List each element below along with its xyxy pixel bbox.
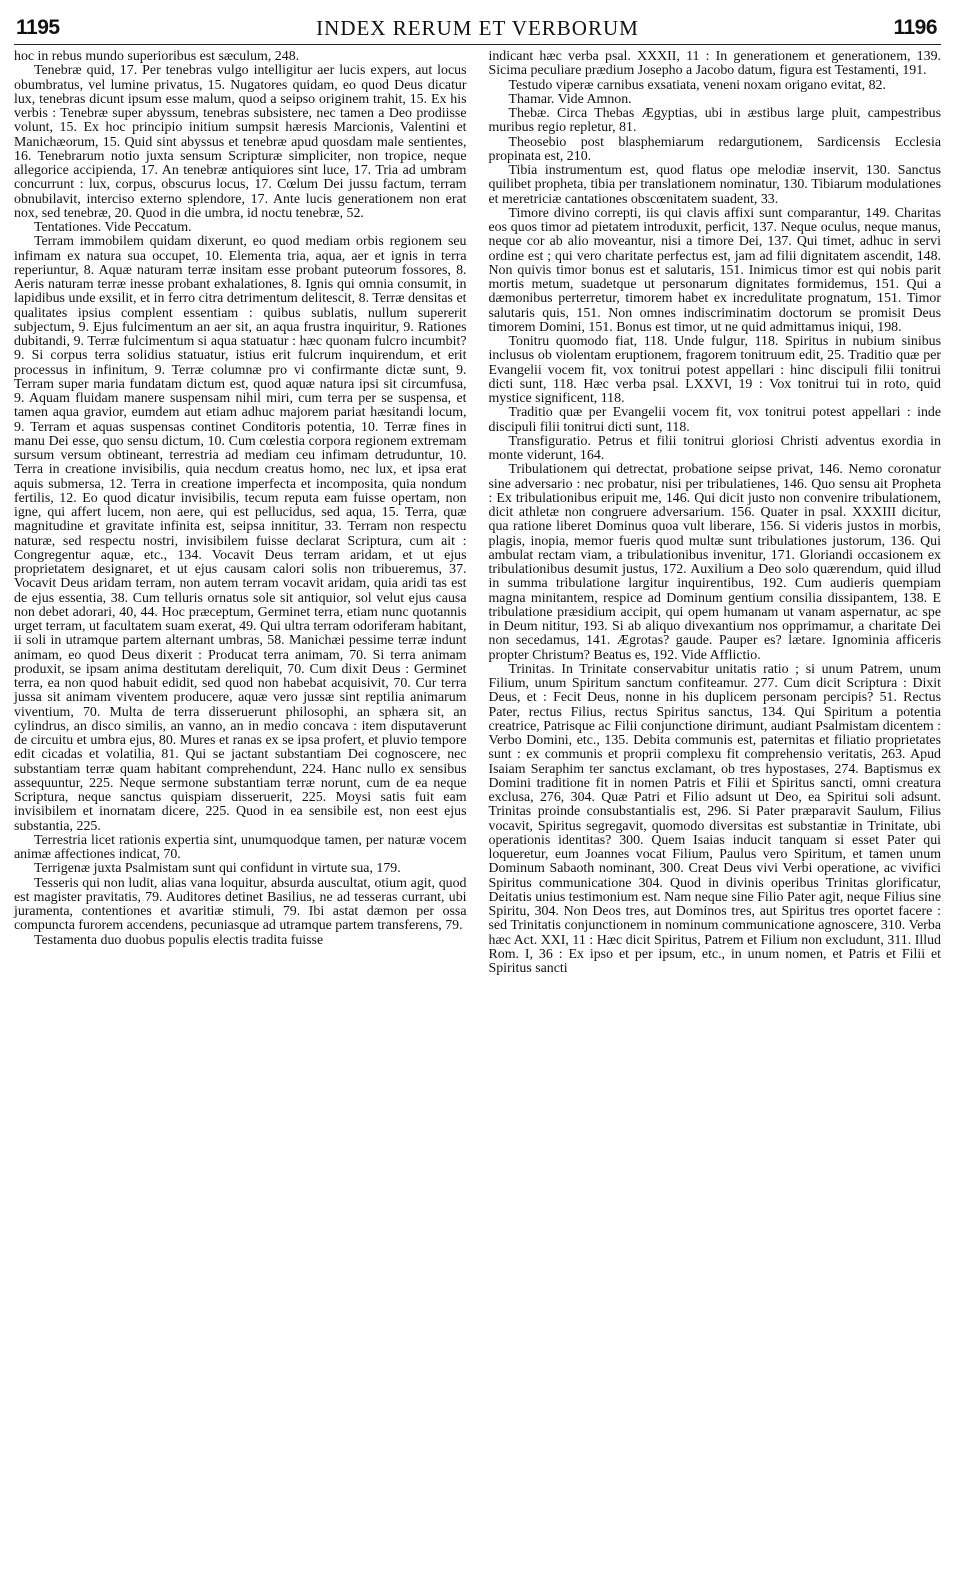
index-entry: Thamar. Vide Amnon.: [508, 91, 632, 107]
index-entry: Terrigenæ juxta Psalmistam sunt qui confidunt in virtute sua, 179.: [34, 861, 401, 877]
index-entry: hoc in rebus mundo superioribus est sæculum, 248.: [14, 49, 300, 64]
page-number-left: 1195: [16, 16, 60, 39]
index-entry: Tonitru quomodo fiat, 118. Unde fulgur, 118. Spiritus in nubium sinibus inclusus ob violentam eruptionem, fragorem tonitruum edit, 25. Traditio quæ per Evangelii vocem fit, vox tonitrui potest appellari : hinc discipuli filii tonitrui dicti sunt, 118. Hæc verba psal. LXXVI, 19 : Vox tonitrui tui in roto, quid mystice significent, 118.: [488, 334, 941, 406]
index-entry: Tribulationem qui detrectat, probatione seipse privat, 146. Nemo coronatur sine adversario : nec probatur, nisi per tribulatienes, 146. Quo sensu ait Propheta : Ex tribulationibus eripuit me, 146. Qui dicit justo non convenire tribulationem, dicit athletæ non congruere adversarium. 156. Quater in psal. XXXIII dicitur, qua ratione liberet Dominus quoa vult liberare, 156. Si videris justos in morbis, plagis, inopia, memor fueris quod multæ sunt tribulationes justorum, 136. Qui ambulat rectam viam, a tribulationibus invenitur, 171. Gloriandi occasionem ex tribulationibus desumit justus, 172. Auxilium a Deo solo quærendum, quid illud in summa tribulatione largitur inquirentibus, 192. Cum audieris quempiam magna minitantem, respice ad Dominum gentium consilia dissipantem, 138. E tribulatione præsidium accipit, qui opem humanam ut vanam aspernatur, ac spe in Deum nititur, 193. Si ab aliquo divexantium nos opprimamur, a charitate Dei non secedamus, 141. Ægrotas? gaude. Pauper es? lætare. Ignominia afficeris propter Christum? Beatus es, 192. Vide Afflictio.: [488, 462, 941, 663]
left-column: [14, 50, 467, 976]
page-number-right: 1196: [893, 16, 937, 39]
index-entry: Terrestria licet rationis expertia sint, unumquodque tamen, per naturæ vocem animæ affectiones indicat, 70.: [14, 832, 467, 862]
right-column: [489, 50, 942, 976]
index-entry: Theosebio post blasphemiarum redargutionem, Sardicensis Ecclesia propinata est, 210.: [488, 134, 941, 164]
index-entry: Terram immobilem quidam dixerunt, eo quod mediam orbis regionem seu infimam ex natura sua occupet, 10. Elementa tria, aqua, aer et ignis in terra reperiuntur, 8. Aquæ naturam terræ insitam esse probant puteorum fossores, 8. Aeris naturam terræ inesse probant exhalationes, 8. Ignis qui omnia consumit, in lapidibus unde exsilit, et in ferro citra detrimentum delitescit, 8. Terræ densitas et qualitates ipsius complent essentiam : quibus sublatis, nullum supererit subjectum, 9. Ejus fulcimentum an aer sit, an aqua frustra inquiritur, 9. Rationes dubitandi, 9. Terræ fulcimentum si aqua statuatur : hæc quonam fulcro incumbit? 9. Si corpus terra solidius statuatur, istius erit fulcrum inquirendum, et erit processus in infinitum, 9. Terræ columnæ pro vi confirmante dictæ sunt, 9. Terram super maria fundatam dictum est, quod aquæ natura ipsi sit circumfusa, 9. Aquam fluidam manere suspensam nihil miri, cum terra per se suspensa, et tamen aqua gravior, eumdem aut etiam adhuc majorem pariat hæsitandi locum, 9. Terram et aquas suspensas continet Conditoris potentia, 10. Terræ fines in manu Dei esse, quo sensu dictum, 10. Cum cœlestia corpora regionem extremam sursum versum obtineant, terrestria ad mediam ceu infimam detruduntur, 10. Terra in creatione invisibilis, quia necdum creatus homo, nec lux, et ipsa erat aquis submersa, 12. Terra in creatione imperfecta et incomposita, quia nondum fertilis, 12. Eo quod dicatur invisibilis, tecum reputa eam fuisse opertam, non igne, qui affert lucem, non aere, qui est pellucidus, sed aqua, 15. Terra, quæ magnitudine et gravitate infinita est, seipsa innititur, 33. Terram non respectu naturæ, sed respectu nostri, invisibilem fuisse declarat Scriptura, cum ait : Congregentur aquæ, etc., 134. Vocavit Deus terram aridam, et ut ejus proprietatem designaret, et ut ejus causam calori solis non tribueremus, 37. Vocavit Deus aridam terram, non autem terram vocavit aridam, quia aridi tas est de ejus essentia, 38. Cum telluris ornatus sole sit antiquior, sol velut ejus causa non debet adorari, 40, 44. Hoc præceptum, Germinet terra, etiam nunc quotannis urget terram, ut facultatem suam exerat, 49. Qui ultra terram odoriferam habitant, ii soli in utramque partem alternant umbras, 58. Manichæi pessime terræ indunt animam, eo quod Deus dixerit : Producat terra animam, 70. Si terra animam produxit, se ipsam anima destitutam dereliquit, 70. Cum dixit Deus : Germinet terra, ea non quod habuit edidit, sed quod non habebat acquisivit, 70. Cur terra jussa sit animam viventem producere, aquæ vero jussæ sint reptilia animarum viventium, 70. Multa de terra disseruerunt philosophi, an sphæra sit, an cylindrus, an disco similis, an vanno, an in medio concava : item disputaverunt de circuitu et umbra ejus, 80. Mures et ranas ex se ipsa profert, et pluvio tempore edit cicadas et volatilia, 81. Qui se jactant substantiam Dei cognoscere, nec substantiam terræ quam habitant comprehendunt, 224. Hanc nullo ex sensibus assequuntur, 225. Neque sermone substantiam terræ norunt, cum de ea neque Scriptura, neque sanctus quispiam disseruerit, 225. Moysi satis fuit eam invisibilem et inornatam dicere, 225. Quod in ea sensibile est, non eest ejus substantia, 225.: [14, 234, 467, 834]
index-entry: Timore divino correpti, iis qui clavis affixi sunt comparantur, 149. Charitas eos quos timor ad pietatem introduxit, perficit, 137. Neque oculus, neque manus, neque cor ab alio moveantur, nisi a timore Dei, 137. Qui timet, adhuc in servi ordine est ; qui vero charitate perfectus est, jam ad filii dignitatem ascendit, 148. Non quivis timor bonus est et salutaris, 151. Inimicus timor est qui nobis parit mortis metum, suadetque ut personarum dignitates formidemus, 151. Qui a dæmonibus perterretur, timorem habet ex incredulitate prognatum, 151. Timor salutaris quis, 151. Non omnes indiscriminatim doctorum se promisit Deus timorem Domini, 151. Bonus est timor, ut ne quid admittamus iniqui, 198.: [488, 205, 941, 335]
index-entry: Transfiguratio. Petrus et filii tonitrui gloriosi Christi adventus exordia in monte viderunt, 164.: [488, 433, 941, 463]
index-entry: Tibia instrumentum est, quod flatus ope melodiæ inservit, 130. Sanctus quilibet propheta, tibia per translationem nominatur, 130. Tibiarum modulationes et meretriciæ cantationes obscœnitatem suadent, 33.: [488, 163, 941, 207]
index-entry: Tentationes. Vide Peccatum.: [34, 220, 192, 235]
index-entry: indicant hæc verba psal. XXXII, 11 : In generationem et generationem, 139. Sicima peculiare prædium Josepho a Jacobo datum, figura est Testamenti, 191.: [488, 49, 941, 79]
index-entry: Thebæ. Circa Thebas Ægyptias, ubi in æstibus large pluit, campestribus muribus regio repletur, 81.: [488, 106, 941, 136]
running-header: [14, 10, 941, 45]
index-entry: Traditio quæ per Evangelii vocem fit, vox tonitrui potest appellari : inde discipuli filii tonitrui dicti sunt, 118.: [488, 405, 941, 435]
two-column-body: [14, 50, 941, 976]
index-entry: Testamenta duo duobus populis electis tradita fuisse: [34, 932, 324, 948]
index-entry: Trinitas. In Trinitate conservabitur unitatis ratio ; si unum Patrem, unum Filium, unum Spiritum sanctum confiteamur. 277. Cum dicit Scriptura : Dixit Deus, et : Fecit Deus, nonne in his duplicem personam percipis? 51. Rectus Pater, rectus Filius, rectus Spiritus sanctus, 134. Qui Spiritum a potentia creatrice, Patrisque ac Filii conjunctione dirimunt, audiant Psalmistam dicentem : Verbo Domini, etc., 135. Debita communis est, paternitas et filiatio proprietates sunt : ex communis et proprii complexu fit comprehensio veritatis, 263. Apud Isaiam Seraphim ter sanctus exclamant, ob tres hypostases, 274. Baptismus ex Domini traditione fit in nomen Patris et Filii et Spiritus sancti, omni creatura exclusa, 276, 304. Quæ Patri et Filio adsunt ut Deo, ea Spiritui soli adsunt. Trinitas proinde consubstantialis est, 296. Si Pater præparavit Saulum, Filius vocavit, Spiritus segregavit, quomodo diversitas est substantiæ in Trinitate, ubi operationis identitas? 300. Quem Isaias inducit tanquam si esset Pater qui loqueretur, eum Joannes vocat Filium, Paulus vero Spiritum, et tamen unum Dominum Sabaoth nominant, 300. Creat Deus vivi Verbi operatione, ac vivifici Spiritus communicatione 304. Quod in divinis operibus Trinitas glorificatur, Deitatis unius testimonium est. Nam neque sine Filio Pater agit, neque Filius sine Spiritu, 304. Non Deos tres, aut Dominos tres, aut Spiritus tres oportet facere : sed Trinitatis conjunctionem in nominum communicatione agnoscere, 310. Verba hæc Act. XXI, 11 : Hæc dicit Spiritus, Patrem et Filium non excludunt, 311. Illud Rom. I, 36 : Ex ipso et per ipsum, etc., in unum nomen, et Patris et Filii et Spiritus sancti: [488, 661, 941, 976]
index-entry: Testudo viperæ carnibus exsatiata, veneni noxam origano evitat, 82.: [508, 77, 886, 93]
running-title: INDEX RERUM ET VERBORUM: [316, 16, 639, 40]
index-entry: Tesseris qui non ludit, alias vana loquitur, absurda auscultat, otium agit, quod est magister pravitatis, 79. Auditores detinet Basilius, ne ad tesseras currant, ubi juramenta, contentiones et avaritiæ stimuli, 79. Ibi astat dæmon per ossa compuncta furorem accendens, pecuniasque ad utramque partem transferens, 79.: [14, 875, 467, 934]
index-entry: Tenebræ quid, 17. Per tenebras vulgo intelligitur aer lucis expers, aut locus obumbratus, vel lumine privatus, 15. Nugatores quidam, eo quod Deus dicatur lux, tenebras dicunt ipsum esse malum, quod a seipso originem trahit, 15. Ex his verbis : Tenebræ super abyssum, tenebras subsistere, nec tamen a Deo prodiisse volunt, 15. Ex hoc principio initium sumpsit hæresis Marcionis, Valentini et Manichæorum, 15. Quid sint abyssus et tenebræ apud quosdam male sentientes, 16. Tenebrarum notio juxta sensum Scripturæ simpliciter, non tropice, neque allegorice accipienda, 17. An tenebræ antiquiores sint luce, 17. Tria ad umbram concurrunt : lux, corpus, obscurus locus, 17. Cœlum Dei jussu factum, terram obnubilavit, interciso externo splendore, 17. Ante lucis generationem non erat nox, sed tenebræ, 20. Quod in die umbra, id noctu tenebræ, 52.: [14, 63, 467, 221]
